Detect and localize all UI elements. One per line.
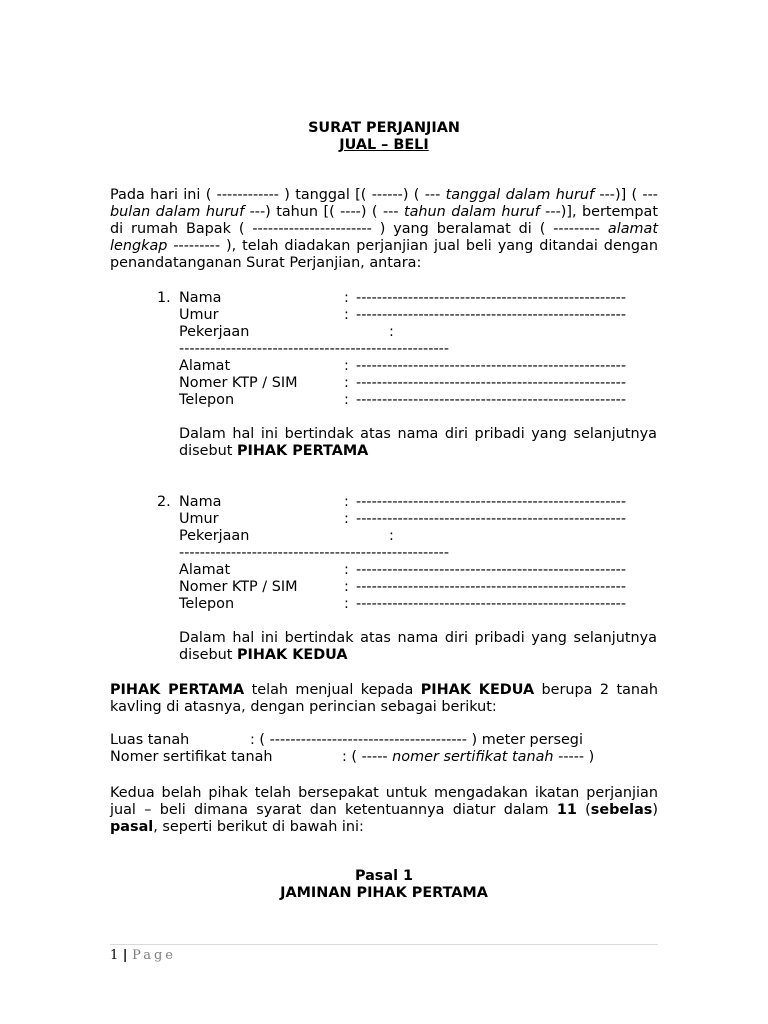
party-2-nama-row: Nama : ---------------------------------------------------- — [179, 494, 627, 510]
footer-divider — [110, 944, 658, 945]
party-1-nama-row: Nama : ---------------------------------------------------- — [179, 290, 627, 306]
page-label: Page — [132, 948, 176, 963]
document-title: SURAT PERJANJIAN — [308, 120, 460, 136]
agreement-paragraph: Kedua belah pihak telah bersepakat untuk mengadakan ikatan perjanjian jual – beli dimana syarat dan ketentuannya diatur dalam 11 (sebelas) pasal, seperti berikut di bawah ini: — [110, 785, 658, 835]
party-1-ktp-row: Nomer KTP / SIM : ---------------------------------------------------- — [179, 375, 627, 391]
party-1-pekerjaan-dashes: ---------------------------------------------------- — [179, 341, 450, 357]
party-2-pekerjaan-row: Pekerjaan : — [179, 528, 394, 544]
party-2-pekerjaan-dashes: ---------------------------------------------------- — [179, 545, 450, 561]
party-2-number: 2. — [157, 494, 171, 510]
page-separator: | — [118, 948, 133, 963]
page-number: 1 — [110, 948, 119, 963]
party-2-statement: Dalam hal ini bertindak atas nama diri pribadi yang selanjutnya disebut PIHAK KEDUA — [179, 630, 657, 663]
party-1-alamat-row: Alamat : ---------------------------------------------------- — [179, 358, 627, 374]
party-2-ktp-row: Nomer KTP / SIM : ---------------------------------------------------- — [179, 579, 627, 595]
party-1-number: 1. — [157, 290, 171, 306]
party-1-telepon-row: Telepon : ---------------------------------------------------- — [179, 392, 627, 408]
pasal-heading: JAMINAN PIHAK PERTAMA — [280, 885, 488, 901]
party-1-umur-row: Umur : ---------------------------------------------------- — [179, 307, 627, 323]
pasal-title: Pasal 1 — [354, 868, 414, 884]
sale-summary-paragraph: PIHAK PERTAMA telah menjual kepada PIHAK KEDUA berupa 2 tanah kavling di atasnya, dengan perincian sebagai berikut: — [110, 682, 658, 715]
page-footer — [110, 946, 176, 966]
document-subtitle: JUAL – BELI — [339, 137, 429, 153]
party-1-pekerjaan-row: Pekerjaan : — [179, 324, 394, 340]
intro-paragraph: Pada hari ini ( ------------ ) tanggal [( ------) ( --- tanggal dalam huruf ---)] ( --- bulan dalam huruf ---) tahun [( ----) ( --- tahun dalam huruf ---)], bertempat di rumah Bapak ( ----------------------- ) yang beralamat di ( --------- alamat lengkap --------- ), telah diadakan perjanjian jual beli yang ditandai dengan penandatanganan Surat Perjanjian, antara: — [110, 187, 659, 271]
party-2-alamat-row: Alamat : ---------------------------------------------------- — [179, 562, 627, 578]
luas-tanah-row: Luas tanah : ( -------------------------------------- ) meter persegi — [110, 732, 583, 748]
sertifikat-row: Nomer sertifikat tanah : ( ----- nomer sertifikat tanah ----- ) — [110, 749, 595, 765]
party-1-statement: Dalam hal ini bertindak atas nama diri pribadi yang selanjutnya disebut PIHAK PERTAMA — [179, 426, 657, 459]
party-2-telepon-row: Telepon : ---------------------------------------------------- — [179, 596, 627, 612]
party-2-umur-row: Umur : ---------------------------------------------------- — [179, 511, 627, 527]
